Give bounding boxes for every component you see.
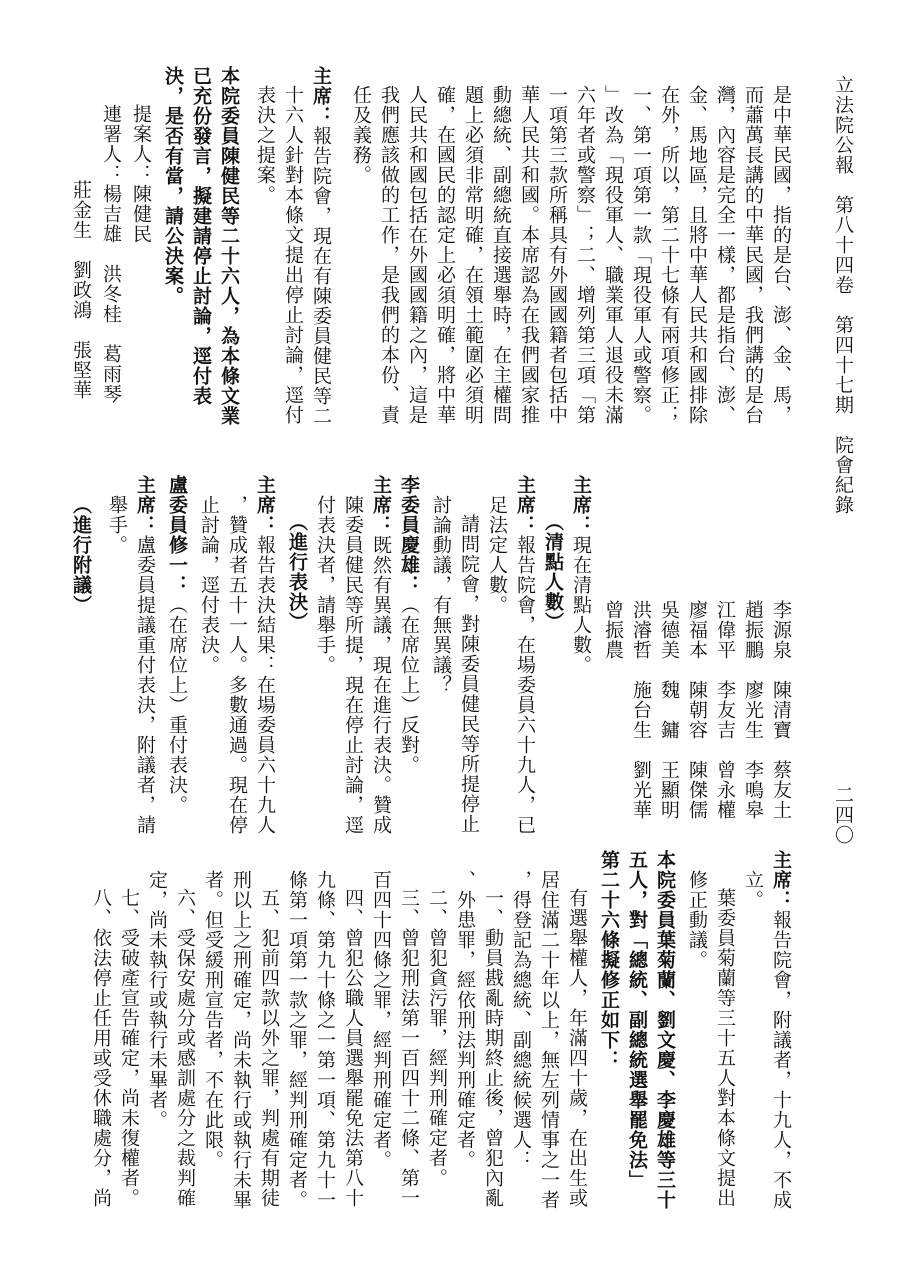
speaker-label: 主席： <box>254 475 276 535</box>
speaker-label: 主席： <box>514 475 536 535</box>
body-line: 條第一項第一款之罪，經判刑確定者。 <box>286 870 308 1210</box>
motion-line: 決，是否有當，請公決案。 <box>162 66 184 306</box>
speech-text: 現在清點人數。 <box>570 535 592 675</box>
body-line: 一、動員戡亂時期終止後，曾犯內亂 <box>482 888 504 1208</box>
body-line: 七、受破產宣告確定，尚未復權者。 <box>118 888 140 1208</box>
body-line: 人民共和國包括在外國國籍之內，這是 <box>406 85 428 425</box>
speaker-line <box>565 475 597 675</box>
speaker-label: 盧委員修一： <box>166 475 188 595</box>
speaker-line <box>249 475 281 835</box>
motion-line: 本院委員葉菊蘭、劉文慶、李慶雄等三十 <box>654 850 676 1210</box>
body-line: 表決之提案。 <box>254 85 276 205</box>
body-line: 立。 <box>742 870 764 910</box>
body-line: 請問院會，對陳委員健民等所提停止 <box>458 514 480 834</box>
speaker-label: 主席： <box>570 475 592 535</box>
body-line: 灣，內容是完全一樣，都是指台、澎、 <box>714 85 736 425</box>
stage-direction: （進行附議） <box>70 495 92 615</box>
body-line: 在外，所以，第二十七條有兩項修正； <box>658 85 680 425</box>
page-number: 二四〇 <box>832 785 854 845</box>
speech-text: （在席位上）反對。 <box>398 595 420 775</box>
body-line: 確，在國民的認定上必須明確，將中華 <box>434 85 456 425</box>
body-line: 任及義務。 <box>350 85 372 185</box>
stage-direction: （進行表決） <box>286 512 308 632</box>
proposer-line: 提案人：陳健民 <box>130 104 152 244</box>
speaker-line <box>365 475 397 835</box>
body-line: 三、曾犯刑法第一百四十二條、第一 <box>398 888 420 1208</box>
name-list-line: 江偉平 李友吉 曾永權 <box>714 600 736 820</box>
journal-header: 立法院公報 第八十四卷 第四十七期 院會紀錄 <box>832 75 854 515</box>
speaker-line <box>765 850 797 1210</box>
speaker-line <box>509 475 541 835</box>
body-line: 有選舉權人，年滿四十歲，在出生或 <box>566 888 588 1208</box>
name-list-line: 李源泉 陳清寶 蔡友土 <box>770 600 792 820</box>
body-line: 」改為「現役軍人、職業軍人退役未滿 <box>602 85 624 425</box>
body-line: 修正動議。 <box>686 870 708 970</box>
speaker-line <box>393 475 425 775</box>
body-line: 九條、第九十條之一第一項、第九十一 <box>314 870 336 1210</box>
speaker-line <box>305 66 337 426</box>
speaker-label: 主席： <box>770 850 792 910</box>
name-list-line: 吳德美 魏 鏞 王顯明 <box>658 600 680 820</box>
speech-text: 報告表決結果：在場委員六十九人 <box>254 535 276 835</box>
body-line: 而蕭萬長講的中華民國，我們講的是台 <box>742 85 764 425</box>
body-line: 六、受保安處分或感訓處分之裁判確 <box>174 888 196 1208</box>
name-list-line: 廖福本 陳朝容 陳傑儒 <box>686 600 708 820</box>
body-line: 四、曾犯公職人員選舉罷免法第八十 <box>342 888 364 1208</box>
body-line: 百四十四條之罪，經判刑確定者。 <box>370 870 392 1170</box>
body-line: 居住滿二十年以上，無左列情事之一者 <box>538 870 560 1210</box>
speaker-line <box>161 475 193 815</box>
body-line: 八、依法停止任用或受休職處分，尚 <box>90 888 112 1208</box>
speaker-line <box>129 475 161 835</box>
body-line: 一、第一項第一款「現役軍人或警察。 <box>630 85 652 425</box>
speech-text: 既然有異議，現在進行表決。贊成 <box>370 535 392 835</box>
speaker-label: 主席： <box>370 475 392 535</box>
motion-line: 第二十六條擬修正如下： <box>598 850 620 1070</box>
body-line: 十六人針對本條文提出停止討論，逕付 <box>282 85 304 425</box>
cosigner-line: 連署人：楊吉雄 洪冬桂 葛雨琴 <box>100 104 122 404</box>
body-line: 題上必須非常明確，在領土範圍必須明 <box>462 85 484 425</box>
body-line: 付表決者，請舉手。 <box>314 495 336 675</box>
speaker-label: 李委員慶雄： <box>398 475 420 595</box>
body-line: 我們應該做的工作，是我們的本份、責 <box>378 85 400 425</box>
motion-line: 本院委員陳健民等二十六人，為本條文業 <box>218 66 240 426</box>
stage-direction: （清點人數） <box>542 512 564 632</box>
name-list-line: 洪濬哲 施台生 劉光華 <box>630 600 652 820</box>
body-line: 、外患罪，經依刑法判刑確定者。 <box>454 870 476 1170</box>
body-line: 動總統、副總統直接選舉時，在主權問 <box>490 85 512 425</box>
body-line: 是中華民國，指的是台、澎、金、馬， <box>770 85 792 425</box>
body-line: 一項第三款所稱具有外國國籍者包括中 <box>546 85 568 425</box>
body-line: 刑以上之刑確定，尚未執行或執行未畢 <box>230 870 252 1210</box>
body-line: 金、馬地區，且將中華人民共和國排除 <box>686 85 708 425</box>
name-list-line: 曾振農 <box>602 600 624 660</box>
speech-text: 報告院會，在場委員六十九人，已 <box>514 535 536 835</box>
body-line: 足法定人數。 <box>486 495 508 615</box>
body-line: 討論動議，有無異議？ <box>430 495 452 695</box>
body-line: 舉手。 <box>106 495 128 555</box>
speech-text: （在席位上）重付表決。 <box>166 595 188 815</box>
body-line: 華人民共和國。本席認為在我們國家推 <box>518 85 540 425</box>
body-line: 陳委員健民等所提，現在停止討論，逕 <box>342 495 364 835</box>
body-line: ，贊成者五十一人。多數通過。現在停 <box>226 495 248 835</box>
body-line: 定，尚未執行或執行未畢者。 <box>146 870 168 1130</box>
motion-line: 五人，對「總統、副總統選舉罷免法」 <box>626 850 648 1190</box>
motion-line: 已充份發言，擬建請停止討論，逕付表 <box>190 66 212 406</box>
cosigner-line: 莊金生 劉政鴻 張堅華 <box>70 180 92 400</box>
body-line: 葉委員菊蘭等三十五人對本條文提出 <box>714 888 736 1208</box>
speaker-label: 主席： <box>310 66 332 126</box>
body-line: 六年者或警察」；二、增列第三項「第 <box>574 85 596 425</box>
body-line: 二、曾犯貪污罪，經判刑確定者。 <box>426 888 448 1188</box>
speech-text: 報告院會，附議者，十九人，不成 <box>770 910 792 1210</box>
body-line: 者。但受緩刑宣告者，不在此限。 <box>202 870 224 1170</box>
body-line: ，得登記為總統、副總統候選人： <box>510 870 532 1170</box>
speaker-label: 主席： <box>134 475 156 535</box>
name-list-line: 趙振鵬 廖光生 李鳴皋 <box>742 600 764 820</box>
speech-text: 報告院會，現在有陳委員健民等二 <box>310 126 332 426</box>
speech-text: 盧委員提議重付表決，附議者，請 <box>134 535 156 835</box>
body-line: 五、犯前四款以外之罪，判處有期徒 <box>258 888 280 1208</box>
body-line: 止討論，逕付表決。 <box>198 495 220 675</box>
